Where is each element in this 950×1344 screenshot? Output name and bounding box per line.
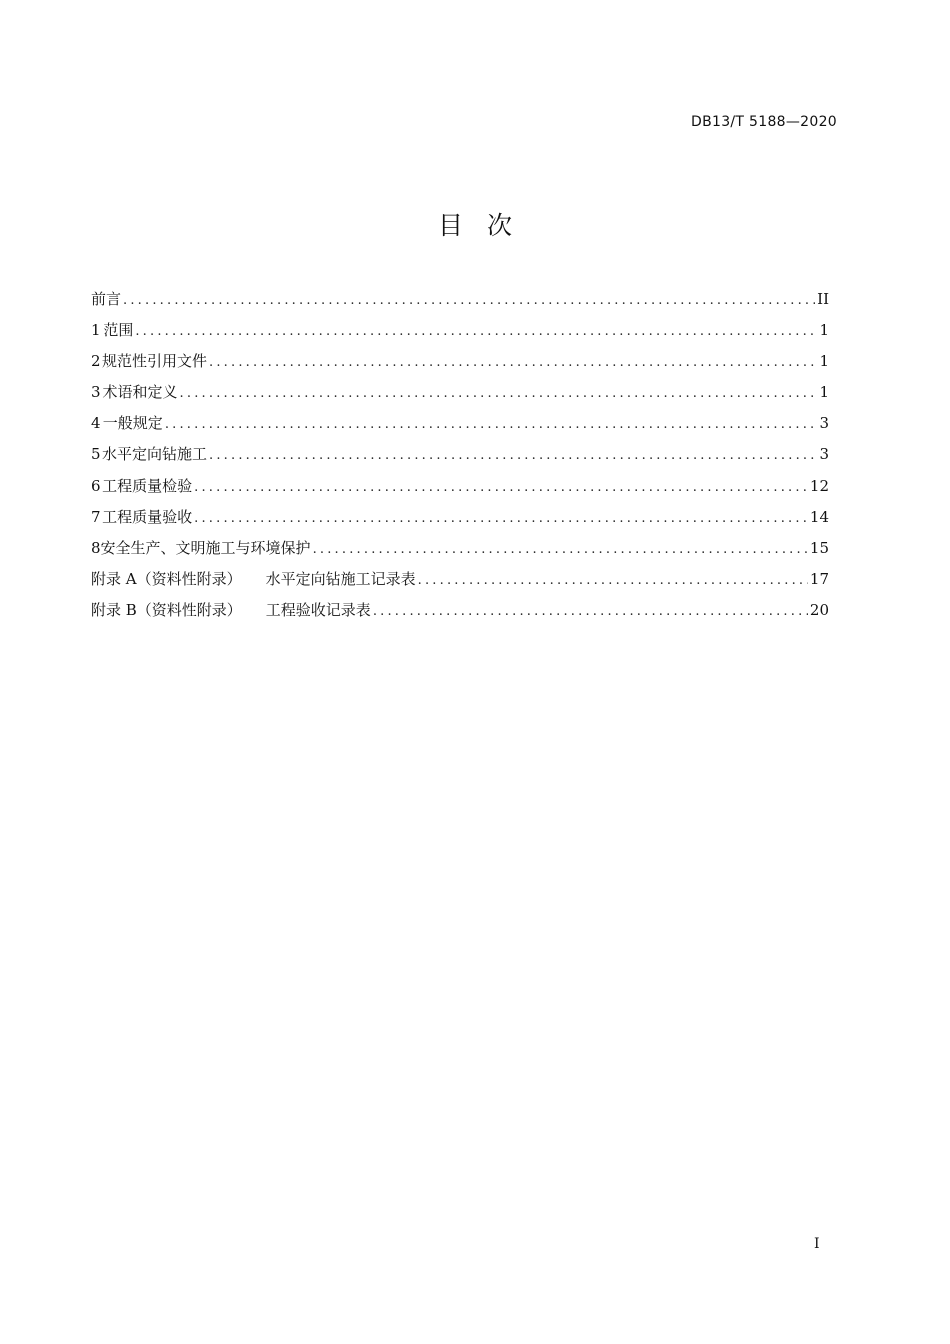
toc-entry-page: 3	[819, 414, 829, 433]
toc-leader-dots	[313, 542, 808, 557]
toc-entry-page: 20	[809, 600, 829, 619]
toc-appendix-label: 附录 B（资料性附录）	[91, 600, 242, 619]
toc-entry-label: 一般规定	[102, 414, 163, 433]
toc-entry-7[interactable]	[91, 506, 829, 537]
page-title-part1: 目	[437, 211, 463, 240]
toc-entry-page: 17	[809, 569, 829, 588]
toc-entry-label: 工程质量检验	[102, 476, 193, 495]
toc-appendix-title: 工程验收记录表	[265, 600, 371, 619]
toc-entry-3[interactable]	[91, 381, 829, 412]
toc-entry-2[interactable]	[91, 350, 829, 381]
toc-leader-dots	[209, 448, 817, 463]
page-title	[0, 206, 950, 242]
toc-entry-page: 1	[819, 352, 829, 371]
toc-entry-number: 2	[91, 352, 101, 371]
toc-entry-page: 1	[819, 383, 829, 402]
toc-entry-number: 5	[91, 445, 101, 464]
toc-appendix-label: 附录 A（资料性附录）	[91, 569, 242, 588]
toc-entry-6[interactable]	[91, 475, 829, 506]
toc-entry-8[interactable]	[91, 537, 829, 568]
toc-leader-dots	[165, 417, 817, 432]
page-title-part2: 次	[487, 211, 513, 240]
toc-entry-1[interactable]	[91, 319, 829, 350]
toc-leader-dots	[373, 604, 808, 619]
toc-leader-dots	[194, 511, 808, 526]
toc-leader-dots	[180, 386, 817, 401]
toc-entry-number: 6	[91, 476, 101, 495]
toc-entry-number: 4	[91, 414, 101, 433]
toc-appendix-title: 水平定向钻施工记录表	[265, 569, 416, 588]
toc-entry-appendix-a[interactable]	[91, 568, 829, 599]
toc-entry-appendix-b[interactable]	[91, 599, 829, 630]
toc-entry-5[interactable]	[91, 443, 829, 474]
toc-entry-label: 安全生产、文明施工与环境保护	[100, 538, 311, 557]
toc-entry-page: II	[817, 290, 829, 308]
toc-entry-number: 1	[91, 321, 101, 340]
toc-entry-label: 术语和定义	[102, 383, 178, 402]
toc-entry-page: 15	[809, 538, 829, 557]
toc-entry-number: 8	[91, 538, 101, 557]
toc-entry-4[interactable]	[91, 412, 829, 443]
toc-leader-dots	[209, 355, 817, 370]
toc-entry-number: 3	[91, 383, 101, 402]
toc-leader-dots	[135, 324, 817, 339]
toc-entry-foreword[interactable]	[91, 288, 829, 319]
toc-entry-page: 1	[819, 321, 829, 340]
toc-entry-page: 12	[809, 476, 829, 495]
toc-leader-dots	[418, 573, 808, 588]
toc-leader-dots	[194, 480, 808, 495]
document-code: DB13/T 5188—2020	[691, 114, 837, 130]
toc-entry-label: 前言	[91, 290, 122, 308]
page-number: I	[814, 1236, 820, 1252]
toc-entry-label	[91, 599, 371, 620]
toc-entry-label: 水平定向钻施工	[102, 445, 208, 464]
table-of-contents	[91, 288, 829, 630]
toc-entry-label: 范围	[103, 321, 134, 340]
toc-entry-page: 14	[809, 507, 829, 526]
toc-entry-label	[91, 568, 416, 589]
toc-entry-page: 3	[819, 445, 829, 464]
toc-leader-dots	[123, 293, 815, 308]
toc-entry-label: 工程质量验收	[102, 507, 193, 526]
toc-entry-label: 规范性引用文件	[102, 352, 208, 371]
toc-entry-number: 7	[91, 507, 101, 526]
